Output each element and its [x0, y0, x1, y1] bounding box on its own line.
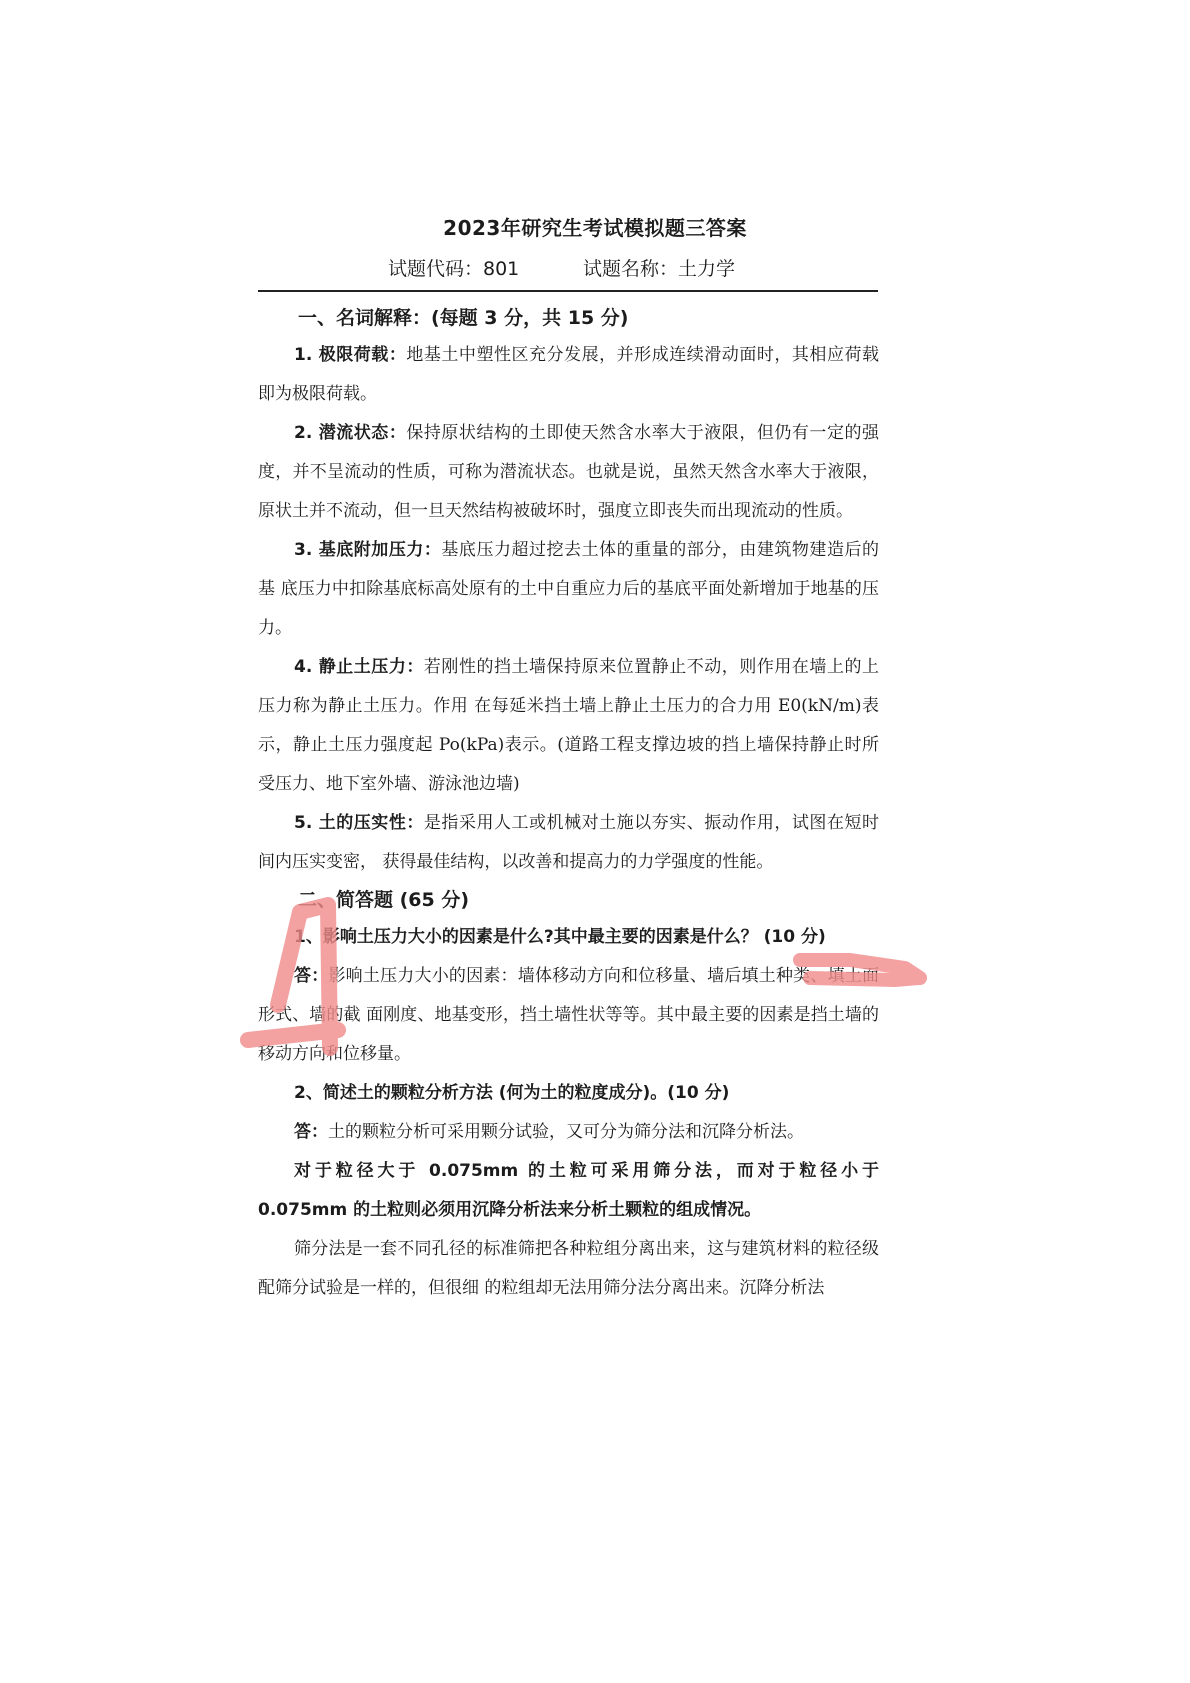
- exam-code: 试题代码：801: [388, 258, 520, 280]
- question-2: 2、简述土的颗粒分析方法 (何为土的粒度成分)。(10 分): [294, 1083, 730, 1103]
- definition-text: 地基土中塑性区充分发展，并形成连续滑动面时，其相应荷载即为极限荷载。: [258, 345, 879, 404]
- definition-term: 3. 基底附加压力：: [294, 540, 442, 560]
- answer-label: 答：: [294, 1122, 328, 1142]
- definition-text: 基底压力超过挖去土体的重量的部分，由建筑物建造后的基 底压力中扣除基底标高处原有的土中自重应力后的基底平面处新增加于地基的压 力。: [258, 540, 879, 638]
- document-title: 2023年研究生考试模拟题三答案: [443, 216, 747, 240]
- definition-term: 5. 土的压实性：: [294, 813, 424, 833]
- definition-item: [258, 336, 879, 414]
- definition-text: 是指采用人工或机械对土施以夯实、振动作用，试图在短时间内压实变密， 获得最佳结构，以改善和提高力的力学强度的性能。: [258, 813, 879, 872]
- header-divider: [258, 290, 878, 292]
- definition-term: 2. 潜流状态：: [294, 423, 407, 443]
- definition-term: 4. 静止土压力：: [294, 657, 424, 677]
- answer-2: [258, 1113, 879, 1152]
- exam-name: 试题名称：土力学: [583, 258, 736, 280]
- exam-info-line: [0, 254, 1190, 284]
- answer-label: 答：: [294, 966, 329, 986]
- answer-text: 影响土压力大小的因素：墙体移动方向和位移量、墙后填土种类、填土面形式、墙的截 面刚度、地基变形，挡土墙性状等等。其中最主要的因素是挡土墙的移动方向和位移量。: [258, 966, 880, 1064]
- answer-text: 土的颗粒分析可采用颗分试验，又可分为筛分法和沉降分析法。: [328, 1122, 804, 1142]
- definition-term: 1. 极限荷载：: [294, 345, 407, 365]
- document-body: [258, 300, 879, 1308]
- definition-text: 保持原状结构的土即使天然含水率大于液限，但仍有一定的强度，并不呈流动的性质，可称为潜流状态。也就是说，虽然天然含水率大于液限，原状土并不流动，但一旦天然结构被破坏时，强度立即丧失而出现流动的性质。: [258, 423, 879, 521]
- answer-1: [258, 957, 879, 1074]
- answer-2-paragraph-3: 筛分法是一套不同孔径的标准筛把各种粒组分离出来，这与建筑材料的粒径级配筛分试验是一样的，但很细 的粒组却无法用筛分法分离出来。沉降分析法: [258, 1239, 879, 1298]
- definition-text: 若刚性的挡土墙保持原来位置静止不动，则作用在墙上的上压力称为静止土压力。作用 在每延米挡土墙上静止土压力的合力用 E0(kN/m)表示，静止土压力强度起 Po(kPa)表示。(道路工程支撑边坡的挡上墙保持静止时所受压力、地下室外墙、游泳池边墙): [258, 657, 879, 794]
- question-1: 1、影响土压力大小的因素是什么?其中最主要的因素是什么？ (10 分): [294, 927, 826, 947]
- definition-item: [258, 531, 879, 648]
- definition-item: [258, 414, 879, 531]
- definition-item: [258, 648, 879, 804]
- definition-item: [258, 804, 879, 882]
- section-heading-short-answer: 二、简答题 (65 分): [298, 889, 470, 911]
- answer-2-paragraph-2: 对于粒径大于 0.075mm 的土粒可采用筛分法，而对于粒径小于 0.075mm 的土粒则必须用沉降分析法来分析土颗粒的组成情况。: [258, 1161, 879, 1220]
- section-heading-definitions: 一、名词解释：(每题 3 分，共 15 分): [298, 307, 629, 329]
